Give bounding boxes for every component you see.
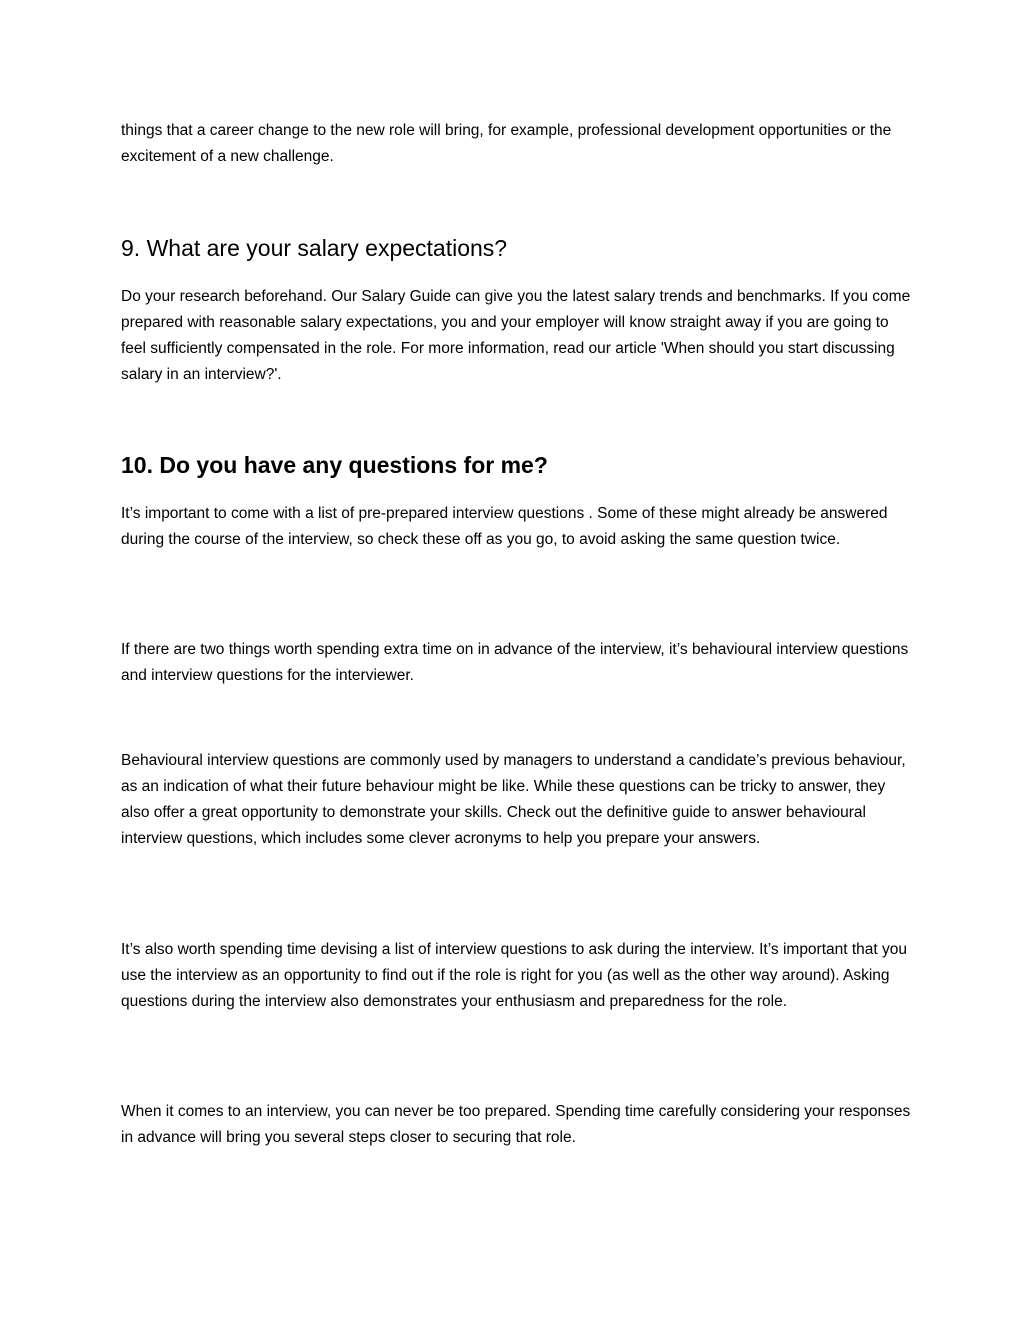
two-things-paragraph: If there are two things worth spending extra time on in advance of the interview, it’s behavioural interview questions and interview questions for the interviewer.	[121, 641, 909, 684]
behavioural-questions-paragraph: Behavioural interview questions are commonly used by managers to understand a candidate’s previous behaviour, as an indication of what their future behaviour might be like. While these questions can be tricky to answer, they also offer a great opportunity to demonstrate your skills. Check out the definitive guide to answer behavioural interview questions, which includes some clever acronyms to help you prepare your answers.	[121, 752, 906, 847]
section-10-heading: 10. Do you have any questions for me?	[121, 452, 548, 478]
devising-questions-paragraph: It’s also worth spending time devising a list of interview questions to ask during the interview. It’s important that you use the interview as an opportunity to find out if the role is right for you (as well as the other way around). Asking questions during the interview also demonstrates your enthusiasm and preparedness for the role.	[121, 941, 908, 1010]
intro-paragraph: things that a career change to the new role will bring, for example, professional development opportunities or the excitement of a new challenge.	[121, 122, 892, 165]
closing-paragraph: When it comes to an interview, you can never be too prepared. Spending time carefully considering your responses in advance will bring you several steps closer to securing that role.	[121, 1103, 911, 1146]
section-9-heading: 9. What are your salary expectations?	[121, 235, 508, 261]
section-10-paragraph: It’s important to come with a list of pre-prepared interview questions . Some of these might already be answered during the course of the interview, so check these off as you go, to avoid asking the same question twice.	[121, 505, 888, 548]
section-9-paragraph: Do your research beforehand. Our Salary Guide can give you the latest salary trends and benchmarks. If you come prepared with reasonable salary expectations, you and your employer will know straight away if you are going to feel sufficiently compensated in the role. For more information, read our article 'When should you start discussing salary in an interview?'.	[121, 288, 911, 383]
